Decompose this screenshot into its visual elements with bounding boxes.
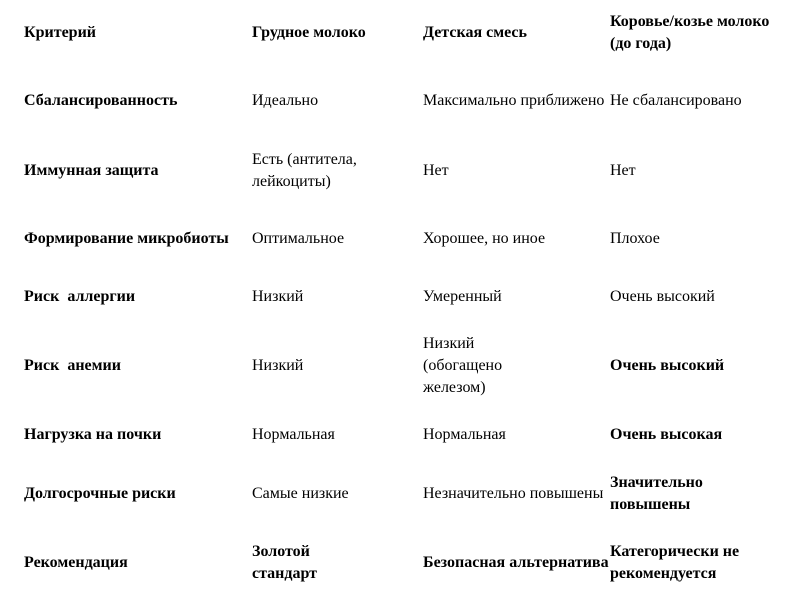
- header-cow-goat-milk: Коровье/козье молоко (до года): [610, 13, 770, 52]
- row-criterion: Риск анемии: [24, 357, 121, 374]
- header-criterion: Критерий: [24, 24, 97, 41]
- table-row: [24, 459, 774, 529]
- row-criterion: Риск аллергии: [24, 288, 136, 305]
- cell-breast-milk: Идеально: [252, 92, 319, 109]
- cell-formula: Безопасная альтернатива: [423, 554, 609, 571]
- cell-formula: Хорошее, но иное: [423, 230, 546, 247]
- cell-breast-milk: Золотой стандарт: [252, 543, 318, 582]
- table-row: [24, 66, 774, 136]
- table-row: [24, 136, 774, 205]
- table-row: [24, 529, 774, 597]
- table-row: [24, 205, 774, 273]
- cell-cow-goat-milk: Очень высокая: [610, 426, 723, 443]
- cell-cow-goat-milk: Категорически не рекомендуется: [610, 543, 740, 582]
- cell-formula: Нормальная: [423, 426, 506, 443]
- row-criterion: Нагрузка на почки: [24, 426, 162, 443]
- cell-formula: Незначительно повышены: [423, 485, 604, 502]
- row-criterion: Сбалансированность: [24, 92, 178, 109]
- cell-formula: Нет: [423, 161, 449, 179]
- header-formula: Детская смесь: [423, 24, 527, 41]
- cell-breast-milk: Самые низкие: [252, 485, 349, 502]
- cell-breast-milk: Низкий: [252, 357, 304, 374]
- row-criterion: Формирование микробиоты: [24, 230, 229, 247]
- cell-breast-milk: Оптимальное: [252, 230, 345, 247]
- table-row: [24, 411, 774, 459]
- row-criterion: Иммунная защита: [24, 161, 159, 179]
- cell-cow-goat-milk: Очень высокий: [610, 357, 725, 374]
- cell-cow-goat-milk: Очень высокий: [610, 288, 715, 305]
- comparison-table: [24, 0, 774, 597]
- cell-cow-goat-milk: Значительно повышены: [610, 474, 703, 513]
- cell-breast-milk: Низкий: [252, 288, 304, 305]
- cell-formula: Максимально приближено: [423, 92, 605, 109]
- table-row: [24, 321, 774, 411]
- row-criterion: Долгосрочные риски: [24, 485, 176, 502]
- cell-cow-goat-milk: Нет: [610, 161, 636, 179]
- table-row: [24, 273, 774, 321]
- cell-breast-milk: Есть (антитела, лейкоциты): [252, 150, 357, 190]
- table-header-row: [24, 0, 774, 66]
- row-criterion: Рекомендация: [24, 554, 128, 571]
- cell-breast-milk: Нормальная: [252, 426, 335, 443]
- cell-cow-goat-milk: Плохое: [610, 230, 660, 247]
- cell-formula: Умеренный: [423, 288, 502, 305]
- cell-cow-goat-milk: Не сбалансировано: [610, 92, 742, 109]
- header-breast-milk: Грудное молоко: [252, 24, 366, 41]
- cell-formula: Низкий (обогащено железом): [423, 335, 503, 396]
